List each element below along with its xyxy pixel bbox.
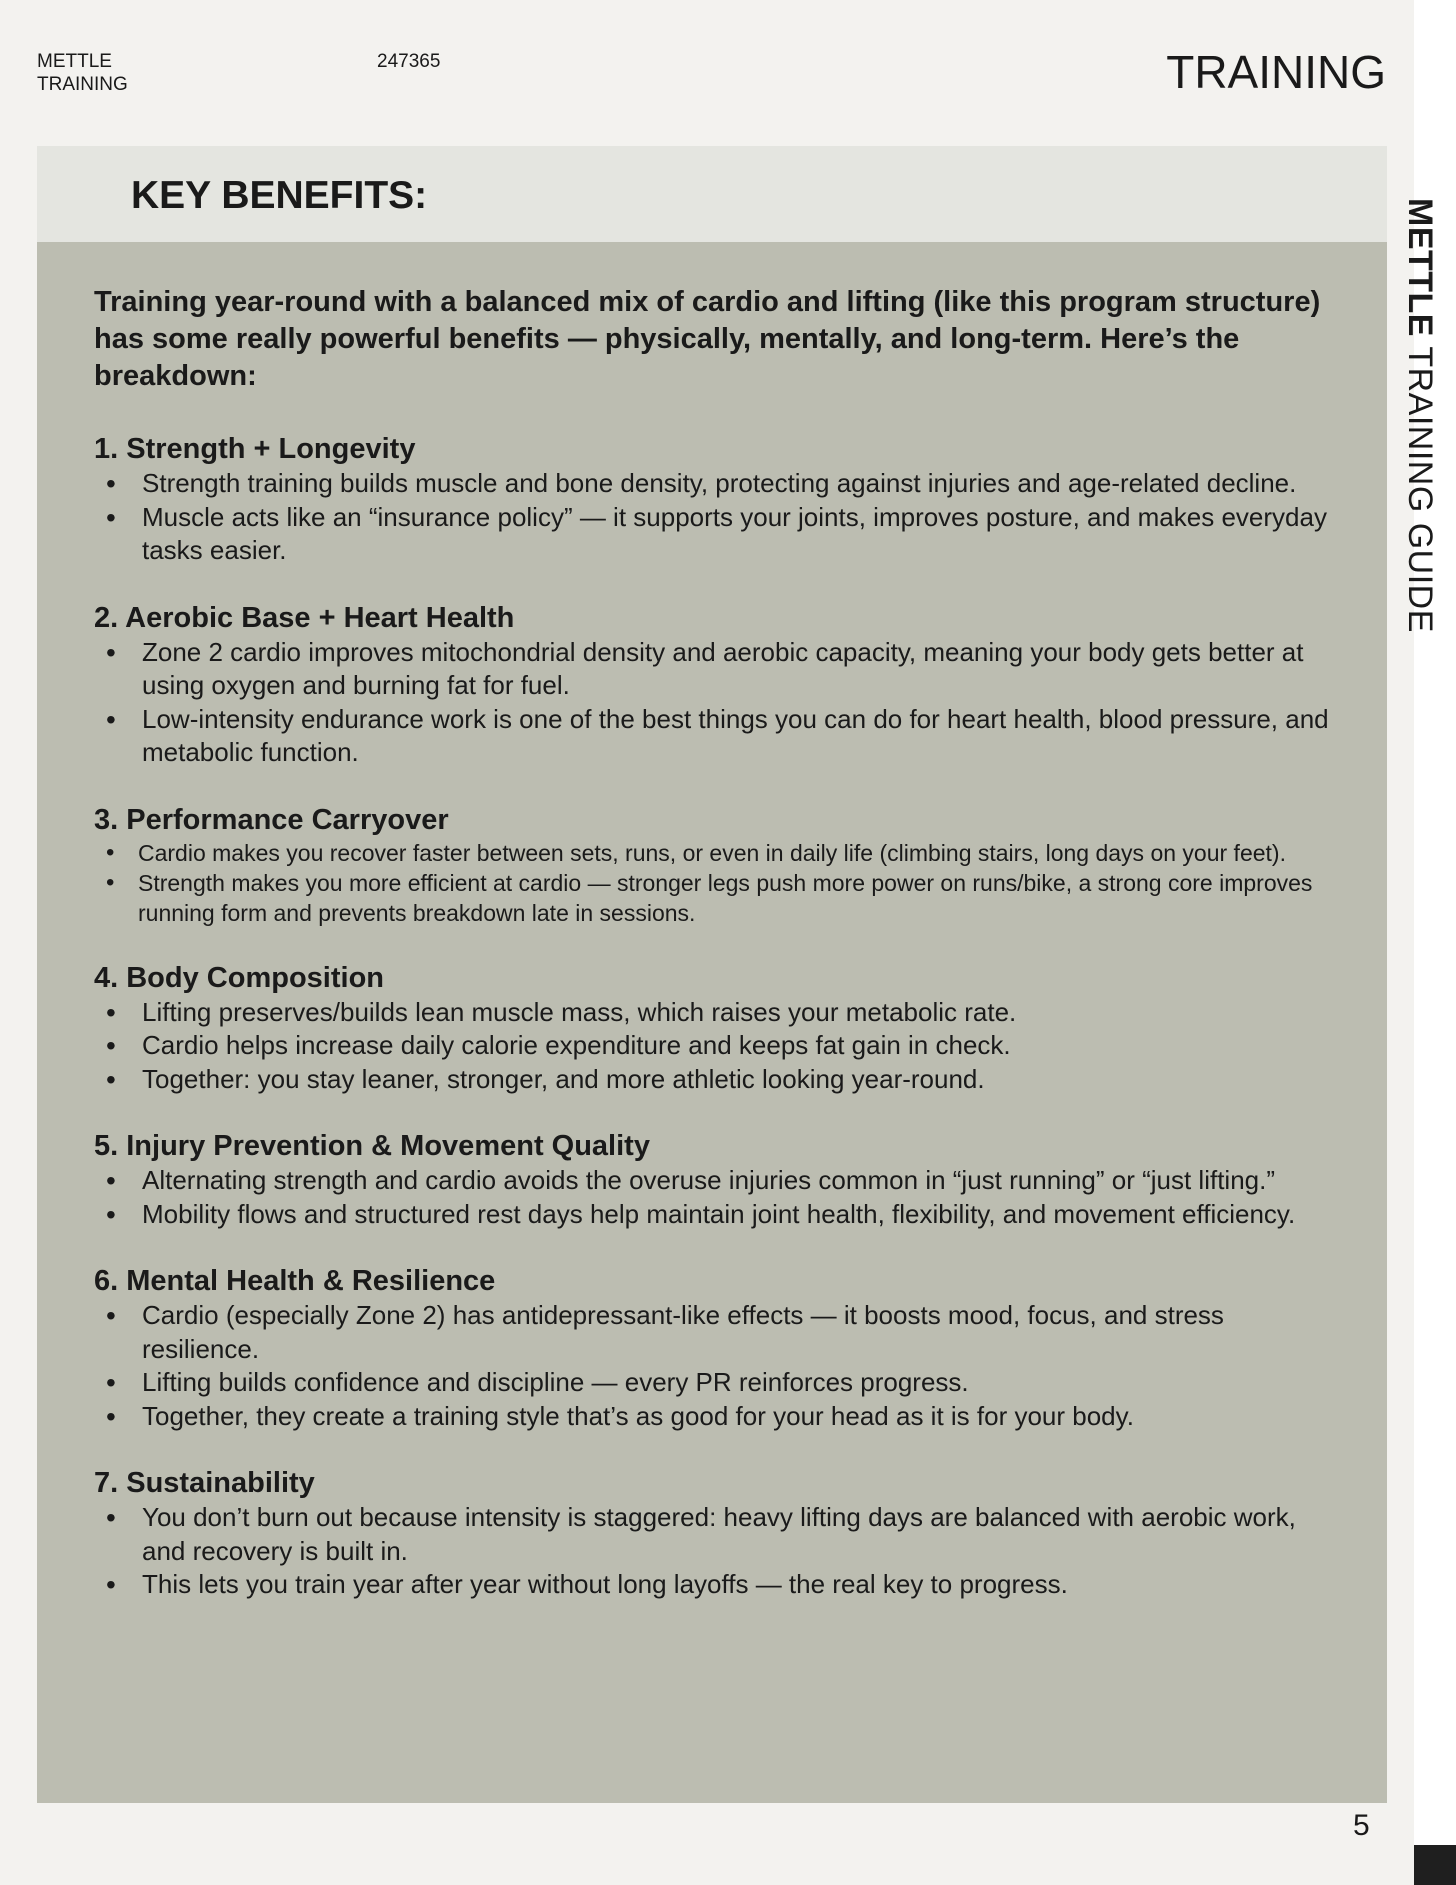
side-title-bold: METTLE (1401, 198, 1439, 337)
bullet-list (94, 838, 1337, 928)
list-item: • Cardio helps increase daily calorie expenditure and keeps fat gain in check. (94, 1029, 1337, 1063)
page-title: TRAINING (1166, 46, 1386, 98)
list-item: • Muscle acts like an “insurance policy” — it supports your joints, improves posture, and makes everyday tasks easier. (94, 501, 1337, 568)
bullet-list (94, 1299, 1337, 1433)
list-item: • Alternating strength and cardio avoids the overuse injuries common in “just running” or “just lifting.” (94, 1164, 1337, 1198)
list-item: • You don’t burn out because intensity is staggered: heavy lifting days are balanced with aerobic work, and recovery is built in. (94, 1501, 1337, 1568)
section-injury-prevention (94, 1128, 1337, 1231)
list-item: • Mobility flows and structured rest days help maintain joint health, flexibility, and movement efficiency. (94, 1198, 1337, 1232)
side-title-rest: TRAINING GUIDE (1401, 336, 1439, 633)
section-title: 1. Strength + Longevity (94, 433, 416, 465)
section-aerobic-base (94, 600, 1337, 770)
document-number: 247365 (377, 51, 441, 72)
section-sustainability (94, 1465, 1337, 1602)
panel-body (37, 242, 1387, 1602)
list-item: • Lifting builds confidence and discipline — every PR reinforces progress. (94, 1366, 1337, 1400)
bullet-list (94, 467, 1337, 568)
side-title (1400, 198, 1440, 633)
brand-line-2: TRAINING (37, 74, 128, 95)
list-item: • Cardio (especially Zone 2) has antidepressant-like effects — it boosts mood, focus, and stress resilience. (94, 1299, 1337, 1366)
section-performance-carryover (94, 802, 1337, 928)
list-item: • Lifting preserves/builds lean muscle mass, which raises your metabolic rate. (94, 996, 1337, 1030)
section-title: 5. Injury Prevention & Movement Quality (94, 1130, 650, 1162)
intro-paragraph: Training year-round with a balanced mix of cardio and lifting (like this program structure) has some really powerful benefits — physically, mentally, and long-term. Here’s the breakdown: (94, 286, 1321, 392)
brand-line-1: METTLE (37, 51, 112, 72)
section-title: 4. Body Composition (94, 961, 384, 994)
section-mental-health (94, 1263, 1337, 1433)
page-number: 5 (1353, 1809, 1370, 1842)
panel-header (37, 146, 1387, 242)
bullet-list (94, 996, 1337, 1097)
list-item: • Low-intensity endurance work is one of the best things you can do for heart health, blood pressure, and metabolic function. (94, 703, 1337, 770)
list-item: • Together, they create a training style that’s as good for your head as it is for your body. (94, 1400, 1337, 1434)
list-item: • Strength training builds muscle and bone density, protecting against injuries and age-related decline. (94, 467, 1337, 501)
panel-heading: KEY BENEFITS: (131, 174, 428, 217)
list-item: • Strength makes you more efficient at cardio — stronger legs push more power on runs/bike, a strong core improves running form and prevents breakdown late in sessions. (94, 868, 1337, 928)
section-title: 6. Mental Health & Resilience (94, 1265, 496, 1297)
bullet-list (94, 636, 1337, 770)
bullet-list (94, 1164, 1337, 1231)
section-body-composition (94, 960, 1337, 1097)
bullet-list (94, 1501, 1337, 1602)
list-item: • This lets you train year after year without long layoffs — the real key to progress. (94, 1568, 1337, 1602)
brand-name (37, 50, 128, 96)
list-item: • Cardio makes you recover faster between sets, runs, or even in daily life (climbing stairs, long days on your feet). (94, 838, 1337, 868)
list-item: • Together: you stay leaner, stronger, and more athletic looking year-round. (94, 1063, 1337, 1097)
section-title: 7. Sustainability (94, 1467, 315, 1499)
list-item: • Zone 2 cardio improves mitochondrial density and aerobic capacity, meaning your body gets better at using oxygen and burning fat for fuel. (94, 636, 1337, 703)
corner-block (1414, 1845, 1456, 1885)
key-benefits-panel (37, 146, 1387, 1803)
section-title: 2. Aerobic Base + Heart Health (94, 601, 515, 634)
section-title: 3. Performance Carryover (94, 803, 449, 836)
section-strength-longevity (94, 431, 1337, 568)
